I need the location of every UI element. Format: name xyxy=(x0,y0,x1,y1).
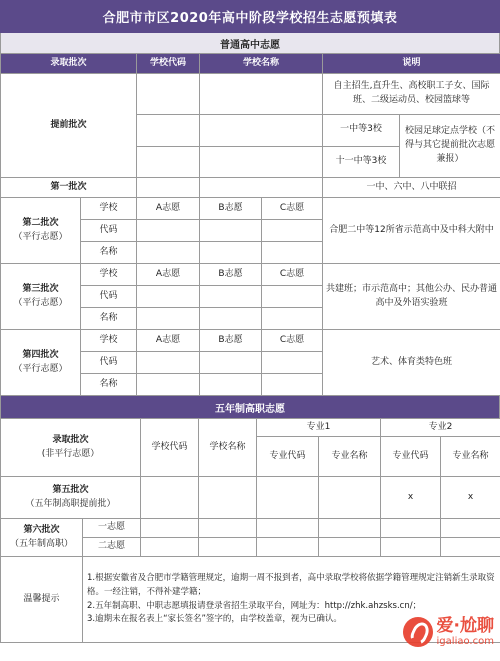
early-note-1: 自主招生,直升生、高校职工子女、国际班、二级运动员、校园篮球等 xyxy=(323,74,500,115)
third-code-c[interactable] xyxy=(262,286,323,308)
fifth-m2-code: x xyxy=(381,477,441,519)
early-note-3: 校园足球定点学校（不得与其它提前批次志愿兼报） xyxy=(405,126,496,164)
fourth-batch-sub: （平行志愿） xyxy=(13,363,68,374)
third-code-b[interactable] xyxy=(200,286,262,308)
early-note-2 xyxy=(323,115,500,178)
section-general-heading: 普通高中志愿 xyxy=(0,33,500,53)
early-note-2a: 一中等3校 xyxy=(323,115,400,146)
watermark-name: 爱·尬聊 xyxy=(436,616,494,637)
sixth-wish1-m2-code[interactable] xyxy=(381,519,441,538)
fifth-batch-sub: （五年制高职提前批） xyxy=(25,498,116,509)
voc-batch-header xyxy=(1,419,141,477)
voc-m2-code-header: 专业代码 xyxy=(381,437,441,477)
fourth-note: 艺术、体育类特色班 xyxy=(323,330,500,396)
second-code-c[interactable] xyxy=(262,220,323,242)
col-a: A志愿 xyxy=(137,264,200,286)
sixth-wish2-code[interactable] xyxy=(141,538,199,557)
sixth-wish2-m2-code[interactable] xyxy=(381,538,441,557)
row-label-school: 学校 xyxy=(81,264,137,286)
fourth-name-a[interactable] xyxy=(137,374,200,396)
row-label-name: 名称 xyxy=(81,242,137,264)
header-code: 学校代码 xyxy=(137,54,200,74)
voc-m2-name-header: 专业名称 xyxy=(441,437,500,477)
header-name: 学校名称 xyxy=(200,54,323,74)
watermark-url: igaliao.com xyxy=(436,635,494,647)
row-label-code: 代码 xyxy=(81,352,137,374)
second-code-b[interactable] xyxy=(200,220,262,242)
col-a: A志愿 xyxy=(137,198,200,220)
fifth-school-name[interactable] xyxy=(199,477,257,519)
fourth-code-c[interactable] xyxy=(262,352,323,374)
third-code-a[interactable] xyxy=(137,286,200,308)
sixth-wish1-m2-name[interactable] xyxy=(441,519,500,538)
second-name-b[interactable] xyxy=(200,242,262,264)
fourth-code-a[interactable] xyxy=(137,352,200,374)
row-label-school: 学校 xyxy=(81,330,137,352)
third-batch-title: 第三批次 xyxy=(22,283,59,294)
fifth-m2-name: x xyxy=(441,477,500,519)
voc-batch-title: 录取批次 xyxy=(52,434,89,445)
fourth-name-b[interactable] xyxy=(200,374,262,396)
row-label-code: 代码 xyxy=(81,286,137,308)
voc-major1-header: 专业1 xyxy=(257,419,381,437)
fifth-batch-title: 第五批次 xyxy=(52,484,89,495)
early-name-2[interactable] xyxy=(200,115,323,147)
sixth-wish2-m1-code[interactable] xyxy=(257,538,319,557)
voc-code-header: 学校代码 xyxy=(141,419,199,477)
header-batch: 录取批次 xyxy=(1,54,137,74)
voc-m1-name-header: 专业名称 xyxy=(319,437,381,477)
first-batch-label: 第一批次 xyxy=(1,178,137,198)
third-batch-label xyxy=(1,264,81,330)
second-batch-label xyxy=(1,198,81,264)
third-batch-sub: （平行志愿） xyxy=(13,297,68,308)
third-note: 共建班；市示范高中；其他公办、民办普通高中及外语实验班 xyxy=(323,264,500,330)
sixth-wish2-label: 二志愿 xyxy=(83,538,141,557)
second-name-c[interactable] xyxy=(262,242,323,264)
watermark xyxy=(403,617,494,647)
col-c: C志愿 xyxy=(262,264,323,286)
third-name-a[interactable] xyxy=(137,308,200,330)
tips-label: 温馨提示 xyxy=(1,557,83,643)
first-note: 一中、六中、八中联招 xyxy=(323,178,500,198)
second-name-a[interactable] xyxy=(137,242,200,264)
general-table xyxy=(0,53,500,396)
second-batch-sub: （平行志愿） xyxy=(13,231,68,242)
fifth-m1-code[interactable] xyxy=(257,477,319,519)
tips-line-3: 3.逾期未在报名表上“家长签名”签字的，由学校盖章，视为已确认。 xyxy=(87,614,342,625)
sixth-wish1-name[interactable] xyxy=(199,519,257,538)
col-b: B志愿 xyxy=(200,264,262,286)
second-note: 合肥二中等12所省示范高中及中科大附中 xyxy=(323,198,500,264)
col-c: C志愿 xyxy=(262,330,323,352)
fourth-name-c[interactable] xyxy=(262,374,323,396)
fifth-school-code[interactable] xyxy=(141,477,199,519)
watermark-logo-icon xyxy=(403,617,433,647)
tips-line-2: 2.五年制高职、中职志愿填报请登录省招生录取平台，网址为：http://zhk.ahzsks.cn/； xyxy=(87,600,422,611)
sixth-batch-sub: （五年制高职） xyxy=(9,538,73,549)
voc-major2-header: 专业2 xyxy=(381,419,500,437)
sixth-wish1-code[interactable] xyxy=(141,519,199,538)
col-b: B志愿 xyxy=(200,198,262,220)
col-a: A志愿 xyxy=(137,330,200,352)
early-batch-label: 提前批次 xyxy=(1,74,137,178)
third-name-b[interactable] xyxy=(200,308,262,330)
col-c: C志愿 xyxy=(262,198,323,220)
fifth-batch-label xyxy=(1,477,141,519)
sixth-wish1-m1-name[interactable] xyxy=(319,519,381,538)
sixth-wish2-name[interactable] xyxy=(199,538,257,557)
fourth-batch-title: 第四批次 xyxy=(22,349,59,360)
sixth-wish2-m2-name[interactable] xyxy=(441,538,500,557)
tips-line-1: 1.根据安徽省及合肥市学籍管理规定，逾期一周不报到者，高中录取学校将依据学籍管理规定注销新生录取资格。一经注销，不得补建学籍； xyxy=(87,573,495,597)
early-code-1[interactable] xyxy=(137,74,200,115)
third-name-c[interactable] xyxy=(262,308,323,330)
sixth-wish1-label: 一志愿 xyxy=(83,519,141,538)
row-label-code: 代码 xyxy=(81,220,137,242)
row-label-name: 名称 xyxy=(81,374,137,396)
early-name-1[interactable] xyxy=(200,74,323,115)
page-title: 合肥市市区2020年高中阶段学校招生志愿预填表 xyxy=(0,0,500,33)
second-batch-title: 第二批次 xyxy=(22,217,59,228)
col-b: B志愿 xyxy=(200,330,262,352)
voc-m1-code-header: 专业代码 xyxy=(257,437,319,477)
fifth-m1-name[interactable] xyxy=(319,477,381,519)
sixth-batch-title: 第六批次 xyxy=(23,524,60,535)
voc-batch-sub: (非平行志愿） xyxy=(41,448,100,459)
early-code-2[interactable] xyxy=(137,115,200,147)
sixth-batch-label xyxy=(1,519,83,557)
sixth-wish1-m1-code[interactable] xyxy=(257,519,319,538)
section-voc-heading: 五年制高职志愿 xyxy=(0,396,500,418)
header-note: 说明 xyxy=(323,54,500,74)
fourth-batch-label xyxy=(1,330,81,396)
voc-table xyxy=(0,418,500,643)
early-name-3[interactable] xyxy=(200,146,323,178)
early-note-2b: 十一中等3校 xyxy=(323,146,400,177)
first-name[interactable] xyxy=(200,178,323,198)
voc-name-header: 学校名称 xyxy=(199,419,257,477)
row-label-school: 学校 xyxy=(81,198,137,220)
fourth-code-b[interactable] xyxy=(200,352,262,374)
sixth-wish2-m1-name[interactable] xyxy=(319,538,381,557)
first-code[interactable] xyxy=(137,178,200,198)
second-code-a[interactable] xyxy=(137,220,200,242)
early-code-3[interactable] xyxy=(137,146,200,178)
row-label-name: 名称 xyxy=(81,308,137,330)
